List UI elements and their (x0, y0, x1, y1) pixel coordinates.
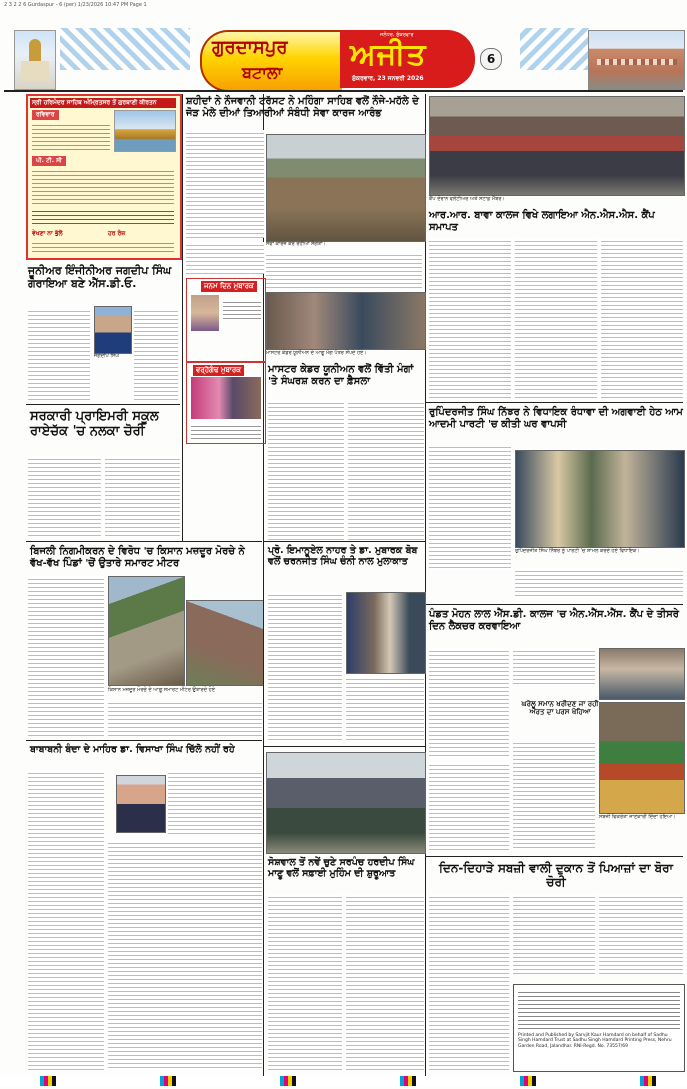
imprint-box (513, 984, 685, 1072)
brand-name: ਅਜੀਤ (350, 37, 427, 72)
vegetable-caption: ਸਬਜ਼ੀ ਵਿਕਰੇਤਾ ਜਾਣਕਾਰੀ ਦਿੰਦਾ ਹੋਇਆ। (599, 814, 676, 820)
imprint-text: Printed and Published by Sarvjit Kaur Hamdard on behalf of Sadhu Singh Hamdard Trust at Sadhu Singh Hamdard Printing Press, Nehru Garden Road, Jalandhar. RNI-Regd. No. 73557/69 (518, 1033, 672, 1049)
right-story3-headline: ਪੰਡਤ ਮੋਹਨ ਲਾਲ ਐੱਸ.ਡੀ. ਕਾਲਜ 'ਚ ਐਨ.ਐੱਸ.ਐੱਸ. ਕੈਂਪ ਦੇ ਤੀਸਰੇ ਦਿਨ ਲੈਕਚਰ ਕਰਵਾਇਆ (429, 609, 679, 632)
kirtan-promo-box (26, 94, 182, 260)
mid-story2-headline: ਮਾਸਟਰ ਕੇਡਰ ਯੂਨੀਅਨ ਵਲੋਂ ਵਿੱਤੀ ਮੰਗਾਂ 'ਤੇ ਸੰਘਰਸ਼ ਕਰਨ ਦਾ ਫ਼ੈਸਲਾ (268, 364, 414, 387)
delegation-caption: ਮਾਸਟਰ ਕੇਡਰ ਯੂਨੀਅਨ ਦੇ ਆਗੂ ਮੰਗ ਪੱਤਰ ਸੌਂਪਦੇ ਹੋਏ। (266, 350, 367, 356)
promo-footer-2: ਹਰ ਰੋਜ਼ (108, 230, 126, 237)
smart-meter-photo-2 (186, 600, 264, 686)
birthday-child-photo (191, 295, 219, 331)
anniversary-label: ਵਰ੍ਹੇਗੰਢ ਮੁਬਾਰਕ (193, 365, 244, 376)
mid-story4-headline: ਸੋਸ਼ਵਾਲ ਤੋਂ ਨਵੇਂ ਚੁਣੇ ਸਰਪੰਚ ਹਰਦੀਪ ਸਿੰਘ ਮਾਣੂ ਵਲੋਂ ਸਫ਼ਾਈ ਮੁਹਿੰਮ ਦੀ ਸ਼ੁਰੂਆਤ (268, 857, 415, 879)
seva-caption: ਸੇਵਾ ਕਾਰਜ ਕਰ ਰਹੀਆਂ ਸੰਗਤਾਂ। (266, 241, 326, 247)
promo-channel-2: ਪੀ. ਟੀ. ਸੀ (32, 156, 66, 166)
promo-channel-1: ਰਵਿਵਾਰ (32, 110, 59, 120)
brand-banner (340, 30, 475, 88)
promo-title: ਸ੍ਰੀ ਹਰਿਮੰਦਰ ਸਾਹਿਬ ਅੰਮ੍ਰਿਤਸਰ ਤੋਂ ਗੁਰਬਾਣੀ ਕੀਰਤਨ (30, 98, 176, 108)
left-story2-headline: ਸਰਕਾਰੀ ਪ੍ਰਾਇਮਰੀ ਸਕੂਲ ਰਾਏਚੱਕ 'ਚ ਨਲਕਾ ਚੋਰੀ (30, 409, 159, 439)
nss-caption: ਕੈਂਪ ਦੌਰਾਨ ਵਲੰਟੀਅਰ ਅਤੇ ਸਟਾਫ਼ ਮੈਂਬਰ। (429, 196, 505, 202)
birthday-label: ਜਨਮ ਦਿਨ ਮੁਬਾਰਕ (201, 281, 257, 292)
right-story4-headline: ਦਿਨ-ਦਿਹਾੜੇ ਸਬਜ਼ੀ ਵਾਲੀ ਦੁਕਾਨ ਤੋਂ ਪਿਆਜ਼ਾਂ ਦਾ ਬੋਰਾ ਚੋਰੀ (439, 861, 673, 889)
registration-marks (0, 1076, 687, 1086)
print-info-strip: 2 3 2 2 6 Gurdaspur - 6 (per) 1/23/2026 10:47 PM Page 1 (4, 2, 147, 8)
title-sub: ਬਟਾਲਾ (242, 63, 283, 82)
mid-story3-headline: ਪ੍ਰੋ. ਇਮਾਨੂਏਲ ਨਾਹਰ ਤੇ ਡਾ. ਮੁਬਾਰਕ ਬੋਬ ਵਲੋਂ ਚਰਨਜੀਤ ਸਿੰਘ ਚੰਨੀ ਨਾਲ ਮੁਲਾਕਾਤ (268, 545, 418, 567)
anniversary-box (186, 362, 266, 444)
smart-meter-caption: ਕਿਸਾਨ ਮਜ਼ਦੂਰ ਮੋਰਚੇ ਦੇ ਆਗੂ ਸਮਾਰਟ ਮੀਟਰ ਉਤਾਰਦੇ ਹੋਏ (108, 687, 216, 693)
right-story1-headline: ਆਰ.ਆਰ. ਬਾਵਾ ਕਾਲਜ ਵਿਖੇ ਲਗਾਇਆ ਐਨ.ਐਸ.ਐਸ. ਕੈਂਪ ਸਮਾਪਤ (429, 210, 655, 233)
masthead-pattern-right (520, 28, 590, 70)
aap-caption: ਰੁਪਿੰਦਰਜੀਤ ਸਿੰਘ ਨਿੱਝਰ ਨੂੰ ਪਾਰਟੀ 'ਚ ਸ਼ਾਮਲ ਕਰਦੇ ਹੋਏ ਵਿਧਾਇਕ। (515, 548, 640, 554)
promo-footer-1: ਵੇਖਣਾ ਨਾ ਭੁੱਲੋ (32, 230, 63, 237)
lead-headline: ਸ਼ਹੀਦਾਂ ਨੇ ਨੌਜਵਾਨੀ ਟਰੱਸਟ ਨੇ ਮਹਿੰਗਾ ਸਾਹਿਬ ਵਲੋਂ ਨੌਜੇ-ਮਹੱਲੇ ਦੇ ਜੋੜ ਮੇਲੇ ਦੀਆਂ ਤਿਆਰੀਆਂ ਸੰਬੰਧੀ ਸੇਵਾ ਕਾਰਜ ਆਰੰਭ (186, 96, 419, 119)
masthead-pattern-left (60, 28, 190, 70)
masthead (0, 10, 687, 90)
jagdeep-singh-photo (94, 306, 132, 354)
birthday-box (186, 278, 266, 362)
right-story3-sub: ਘਰੇਲੂ ਸਮਾਨ ਖਰੀਦਣ ਜਾ ਰਹੀ ਔਰਤ ਦਾ ਪਰਸ ਖੋਹਿਆ (521, 700, 599, 717)
channi-meeting-photo (346, 592, 426, 674)
golden-temple-promo-photo (114, 110, 176, 152)
vegetable-shop-photo (599, 702, 685, 814)
couple-photo (191, 377, 261, 419)
sarpanch-group-photo (266, 752, 426, 854)
left-story1-headline: ਜੂਨੀਅਰ ਇੰਜੀਨੀਅਰ ਜਗਦੀਪ ਸਿੰਘ ਗੋਰਾਇਆ ਬਣੇ ਐੱਸ.ਡੀ.ਓ. (28, 264, 172, 290)
seva-photo (266, 134, 426, 242)
left-story3-headline: ਬਿਜਲੀ ਨਿਗਮੀਕਰਨ ਦੇ ਵਿਰੋਧ 'ਚ ਕਿਸਾਨ ਮਜ਼ਦੂਰ ਮੋਰਚੇ ਨੇ ਵੱਖ-ਵੱਖ ਪਿੰਡਾਂ 'ਚੋਂ ਉਤਾਰੇ ਸਮਾਰਟ ਮੀਟਰ (30, 546, 245, 569)
left-story4-headline: ਬਾਬਾਬਨੀ ਬੰਦਾ ਦੇ ਮਾਹਿਰ ਡਾ. ਵਿਸਾਖਾ ਸਿੰਘ ਚਿੱਲੋ ਨਹੀਂ ਰਹੇ (30, 744, 235, 755)
aap-joining-photo (515, 450, 685, 548)
edition-line: ਜਲੰਧਰ, ਸ਼ੁੱਕਰਵਾਰ (380, 32, 414, 38)
jagdeep-caption: ਜਗਦੀਪ ਸਿੰਘ (94, 353, 120, 359)
right-story2-headline: ਰੁਪਿੰਦਰਜੀਤ ਸਿੰਘ ਨਿੱਝਰ ਨੇ ਵਿਧਾਇਕ ਰੰਧਾਵਾ ਦੀ ਅਗਵਾਈ ਹੇਠ ਆਮ ਆਦਮੀ ਪਾਰਟੀ 'ਚ ਕੀਤੀ ਘਰ ਵਾਪਸੀ (429, 407, 683, 430)
smart-meter-photo-1 (108, 576, 185, 686)
page-number-badge: 6 (480, 48, 502, 70)
nss-group-photo (429, 96, 685, 196)
building-photo (588, 30, 685, 90)
dr-visakha-singh-photo (116, 775, 166, 833)
title-banner (200, 30, 342, 92)
issue-date: ਸ਼ੁੱਕਰਵਾਰ, 23 ਜਨਵਰੀ 2026 (352, 75, 424, 82)
golden-temple-photo (14, 30, 56, 90)
lecture-photo (599, 648, 685, 700)
delegation-photo (266, 292, 426, 350)
title-left: ਗੁਰਦਾਸਪੁਰ (212, 37, 288, 58)
